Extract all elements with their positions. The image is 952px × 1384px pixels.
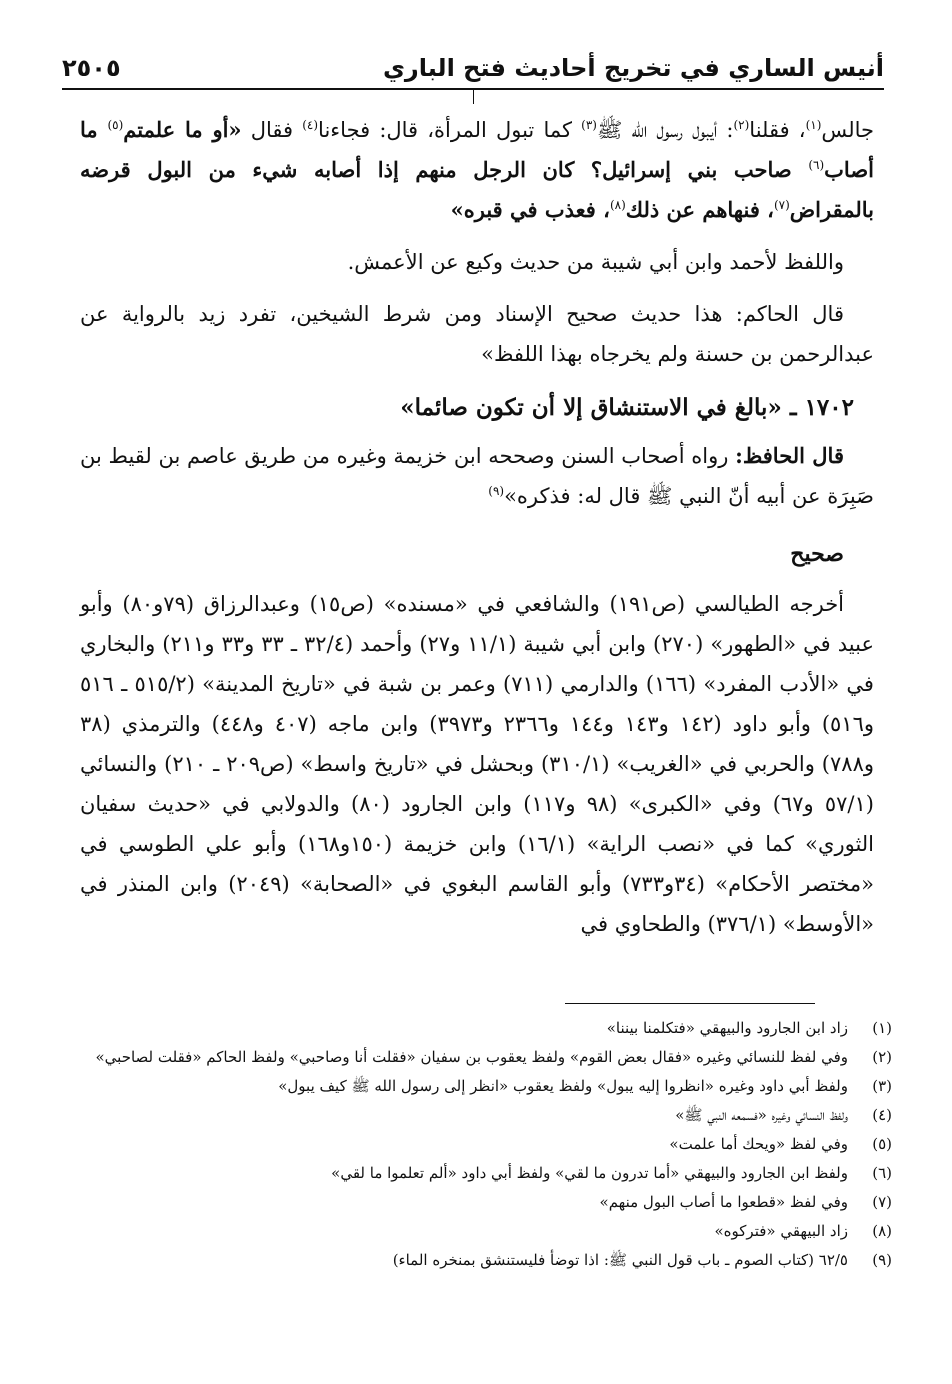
footnote: (١) زاد ابن الجارود والبيهقي «فتكلمنا بيننا» — [606, 1019, 892, 1037]
footnote-ref: (١) — [805, 118, 822, 132]
footnote: (٤) ولفظ النسائي وغيره «فسمعه النبي ﷺ» — [675, 1106, 892, 1124]
grade-heading: صحيح — [790, 541, 844, 567]
footnote-ref: (٣) — [581, 118, 597, 132]
takhrij-paragraph: أخرجه الطيالسي (ص١٩١) والشافعي في «مسنده» (ص١٥) وعبدالرزاق (٧٩و٨٠) وأبو عبيد في «الطهور» (٢٧٠) وابن أبي شيبة (١١/١ و٢٧) وأحمد (٣٢/٤ ـ ٣٣ و٣٣ و٢١١) والبخاري في «الأدب المفرد» (١٦٦) والدارمي (٧١١) وعمر بن شبة في «تاريخ المدينة» (٥١٥/٢ ـ ٥١٦ و٥١٦) وأبو داود (١٤٢ و١٤٣ و١٤٤ و٢٣٦٦ و٣٩٧٣) وابن ماجه (٤٠٧ و٤٤٨) والترمذي (٣٨ و٧٨٨) والحربي في «الغريب» (٣١٠/١) وبحشل في «تاريخ واسط» (ص٢٠٩ ـ ٢١٠) والنسائي (٥٧/١ و٦٧) وفي «الكبرى» (٩٨ و١١٧) وابن الجارود (٨٠) والدولابي في «حديث سفيان الثوري» كما في «نصب الراية» (١٦/١) وابن خزيمة (١٥٠و١٦٨) وأبو علي الطوسي في «مختصر الأحكام» (٣٤و٧٣٣) وأبو القاسم البغوي في «الصحابة» (٢٠٤٩) وابن المنذر في «الأوسط» (٣٧٦/١) والطحاوي في — [80, 592, 875, 936]
book-title: أنيس الساري في تخريج أحاديث فتح الباري — [382, 54, 884, 82]
footnote: (٦) ولفظ ابن الجارود والبيهقي «أما تدرون ما لقي» ولفظ أبي داود «ألم تعلموا ما لقي» — [331, 1164, 892, 1182]
hadith-heading: ١٧٠٢ ـ «بالغ في الاستنشاق إلا أن تكون صائما» — [400, 394, 854, 421]
footnote-ref: (٢) — [733, 118, 750, 132]
wording-note: واللفظ لأحمد وابن أبي شيبة من حديث وكيع عن الأعمش. — [347, 250, 844, 274]
main-text — [80, 110, 874, 944]
footnote: (٣) ولفظ أبي داود وغيره «انظروا إليه يبول» ولفظ يعقوب «انظر إلى رسول الله ﷺ كيف يبول» — [278, 1077, 892, 1095]
footnote: (٢) وفي لفظ للنسائي وغيره «فقال بعض القوم» ولفظ يعقوب بن سفيان «فقلت أنا وصاحبي» ولفظ الحاكم «فقلت لصاحبي» — [95, 1048, 892, 1066]
footnote-ref: (٦) — [808, 158, 825, 172]
footnotes — [84, 1014, 892, 1275]
hakim-quote: قال الحاكم: هذا حديث صحيح الإسناد ومن شرط الشيخين، تفرد زيد بالرواية عن عبدالرحمن بن حسنة ولم يخرجاه بهذا اللفظ» — [80, 302, 874, 366]
footnote-ref: (٥) — [107, 118, 124, 132]
hafiz-label: قال الحافظ: — [735, 443, 844, 468]
footnote-ref: (٨) — [609, 198, 626, 212]
footnote: (٩) ٦٢/٥ (كتاب الصوم ـ باب قول النبي ﷺ: اذا توضأ فليستنشق بمنخره الماء) — [392, 1251, 892, 1269]
footnote: (٥) وفي لفظ «ويحك أما علمت» — [669, 1135, 892, 1153]
footnote-separator — [565, 1003, 815, 1004]
footnote: (٧) وفي لفظ «قطعوا ما أصاب البول منهم» — [599, 1193, 892, 1211]
footnote-ref: (٧) — [773, 198, 790, 212]
hadith-continuation: جالس$^{(١)}$، فقلنا$^{(٢)}$: أيبول رسول الله ﷺ$^{(٣)}$ كما تبول المرأة، قال: فجاءنا$^{(٤)}$ فقال «أو ما علمتم$^{(٥)}$ ما أصاب$^{(٦)}$ صاحب بني إسرائيل؟ كان الرجل منهم إذا أصابه شيء من البول قرضه بالمقراض$^{(٧)}$، فنهاهم عن ذلك$^{(٨)}$، فعذب في قبره» — [80, 117, 874, 222]
header-tick — [473, 88, 474, 104]
page-number: ٢٥٠٥ — [62, 54, 121, 82]
footnote-ref: (٤) — [302, 118, 319, 132]
footnote-ref: (٩) — [488, 484, 505, 498]
hafiz-paragraph: قال الحافظ: رواه أصحاب السنن وصححه ابن خزيمة وغيره من طريق عاصم بن لقيط بن صَبِرَة عن أبيه أنّ النبي ﷺ قال له: فذكره»$^{(٩)}$ — [80, 443, 874, 508]
footnote: (٨) زاد البيهقي «فتركوه» — [714, 1222, 892, 1240]
running-header — [62, 50, 884, 90]
